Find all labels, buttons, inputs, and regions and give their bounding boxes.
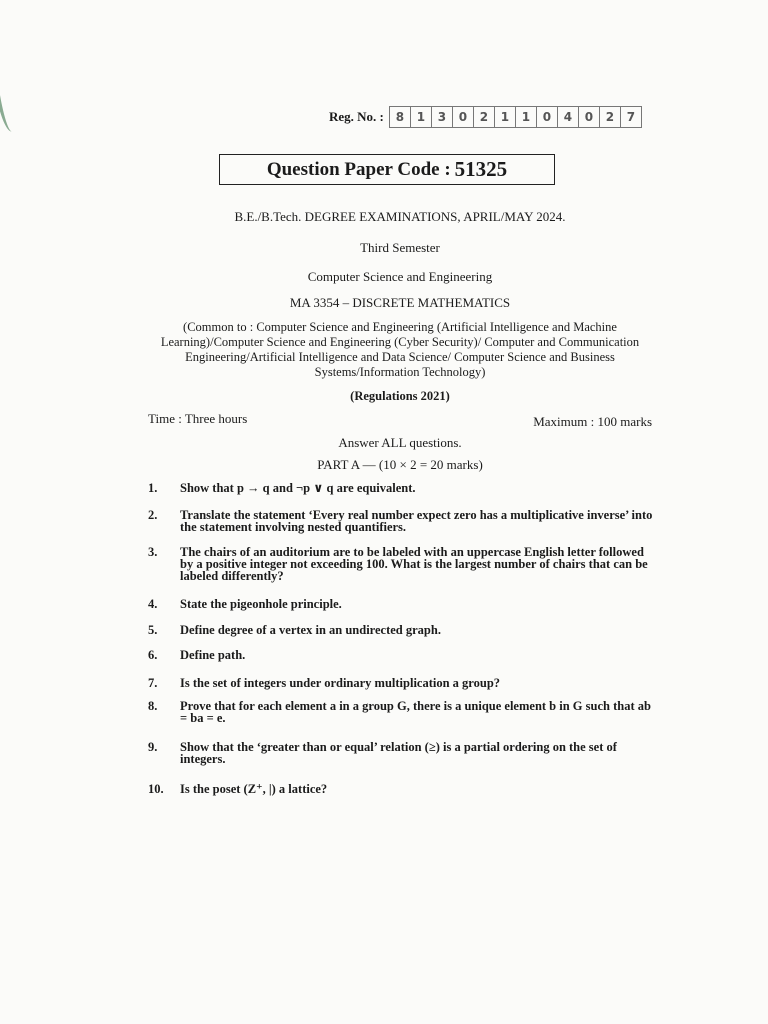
question-text: Show that p → q and ¬p ∨ q are equivalent. [180, 481, 416, 495]
code-number: 51325 [454, 157, 508, 181]
question-item [148, 700, 656, 724]
exam-title: B.E./B.Tech. DEGREE EXAMINATIONS, APRIL/MAY 2024. [234, 209, 566, 224]
question-number: 10. [148, 782, 164, 796]
common-to: (Common to : Computer Science and Engineering (Artificial Intelligence and Machine Learning)/Computer Science and Engineering (Cyber Security)/ Computer and Communication Engineering/Artificial Intelligence and Data Science/ Computer Science and Business Systems/Information Technology) [160, 320, 640, 379]
semester: Third Semester [360, 240, 440, 255]
question-text: The chairs of an auditorium are to be labeled with an uppercase English letter followed by a positive integer not exceeding 100. What is the largest number of chairs that can be labeled differently? [180, 545, 648, 583]
question-text: Translate the statement ‘Every real number expect zero has a multiplicative inverse’ into the statement involving nested quantifiers. [180, 508, 653, 534]
department: Computer Science and Engineering [307, 269, 493, 284]
question-text: Is the poset (Z⁺, |) a lattice? [180, 782, 328, 796]
reg-digit: 8 [389, 106, 411, 128]
question-number: 3. [148, 545, 158, 559]
question-number: 5. [148, 623, 158, 637]
question-item [148, 649, 656, 661]
reg-digit: 7 [620, 106, 642, 128]
question-text: State the pigeonhole principle. [180, 597, 342, 611]
question-number: 6. [148, 648, 158, 662]
question-number: 8. [148, 699, 158, 713]
maximum-marks: Maximum : 100 marks [533, 414, 652, 429]
reg-digit: 2 [599, 106, 621, 128]
subject: MA 3354 – DISCRETE MATHEMATICS [289, 295, 511, 310]
reg-digit: 2 [473, 106, 495, 128]
reg-number-boxes [390, 106, 642, 128]
question-item [148, 546, 656, 582]
reg-digit: 0 [452, 106, 474, 128]
reg-digit: 0 [536, 106, 558, 128]
reg-digit: 1 [410, 106, 432, 128]
question-text: Is the set of integers under ordinary multiplication a group? [180, 676, 501, 690]
question-number: 7. [148, 676, 158, 690]
reg-digit: 0 [578, 106, 600, 128]
question-number: 4. [148, 597, 158, 611]
regulations: (Regulations 2021) [350, 389, 450, 403]
reg-number-row [329, 106, 642, 128]
part-heading: PART A — (10 × 2 = 20 marks) [317, 457, 483, 472]
instruction: Answer ALL questions. [338, 435, 462, 450]
question-item [148, 741, 656, 765]
question-item [148, 509, 656, 533]
question-item [148, 482, 656, 494]
question-text: Define degree of a vertex in an undirected graph. [180, 623, 441, 637]
reg-digit: 3 [431, 106, 453, 128]
question-number: 1. [148, 481, 158, 495]
question-paper-code-box [219, 154, 555, 185]
reg-digit: 1 [515, 106, 537, 128]
question-text: Show that the ‘greater than or equal’ relation (≥) is a partial ordering on the set of integers. [180, 740, 617, 766]
question-text: Prove that for each element a in a group G, there is a unique element b in G such that ab = ba = e. [180, 699, 651, 725]
code-label: Question Paper Code : [266, 158, 451, 180]
question-number: 9. [148, 740, 158, 754]
reg-digit: 1 [494, 106, 516, 128]
reg-digit: 4 [557, 106, 579, 128]
question-item [148, 624, 656, 636]
time-allowed: Time : Three hours [148, 411, 248, 426]
reg-label: Reg. No. : [329, 109, 384, 124]
question-item [148, 677, 656, 689]
question-item [148, 598, 656, 610]
question-text: Define path. [180, 648, 246, 662]
question-number: 2. [148, 508, 158, 522]
question-item [148, 783, 656, 795]
scan-edge-mark [0, 31, 23, 133]
